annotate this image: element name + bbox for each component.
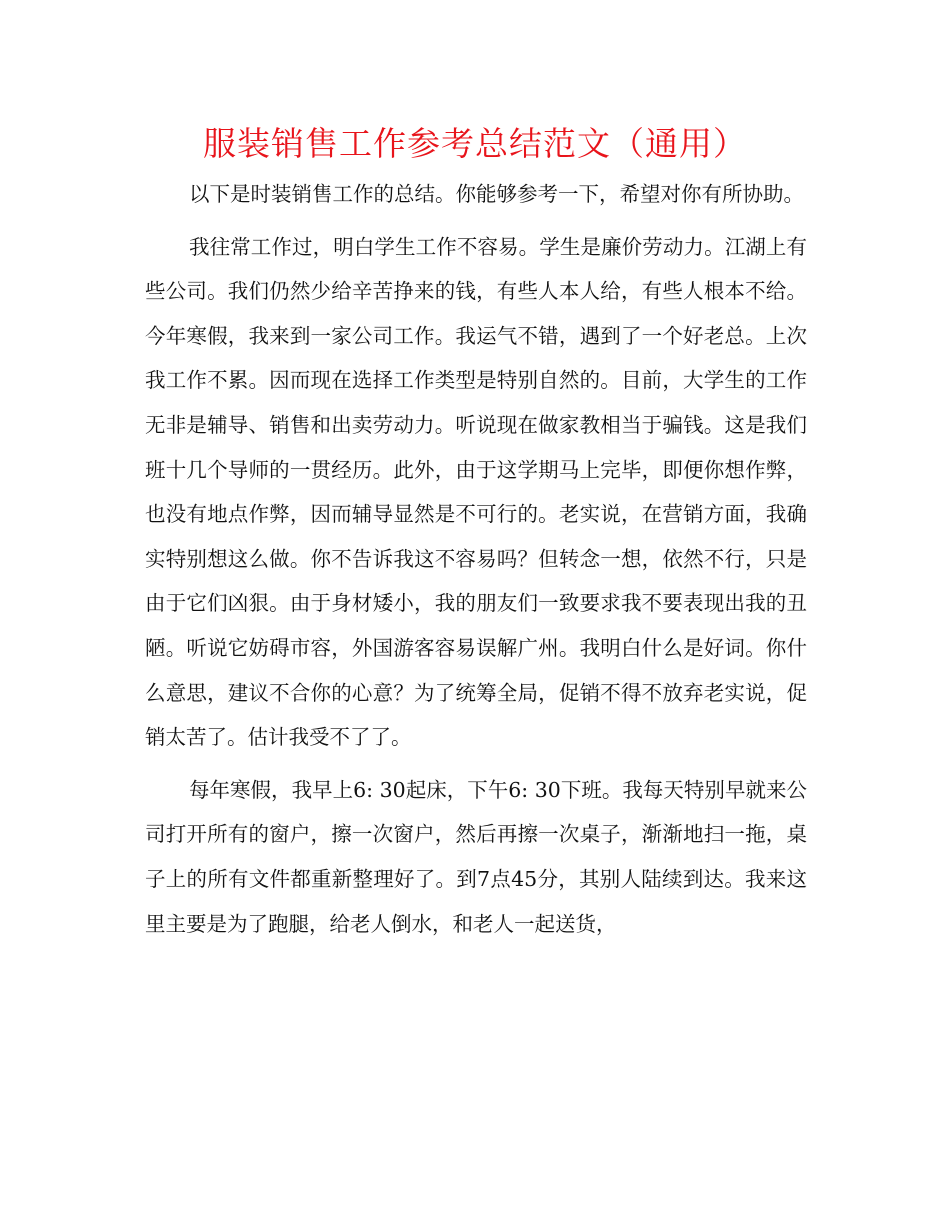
paragraph-experience: 我往常工作过，明白学生工作不容易。学生是廉价劳动力。江湖上有些公司。我们仍然少给辛苦挣来的钱，有些人本人给，有些人根本不给。今年寒假，我来到一家公司工作。我运气不错，遇到了一个好老总。上次我工作不累。因而现在选择工作类型是特别自然的。目前，大学生的工作无非是辅导、销售和出卖劳动力。听说现在做家教相当于骗钱。这是我们班十几个导师的一贯经历。此外，由于这学期马上完毕，即便你想作弊，也没有地点作弊，因而辅导显然是不可行的。老实说，在营销方面，我确实特别想这么做。你不告诉我这不容易吗？但转念一想，依然不行，只是由于它们凶狠。由于身材矮小，我的朋友们一致要求我不要表现出我的丑陋。听说它妨碍市容，外国游客容易误解广州。我明白什么是好词。你什么意思，建议不合你的心意？为了统筹全局，促销不得不放弃老实说，促销太苦了。估计我受不了了。 (145, 234, 807, 750)
paragraph-intro: 以下是时装销售工作的总结。你能够参考一下，希望对你有所协助。 (189, 182, 804, 206)
document-title: 服装销售工作参考总结范文（通用） (203, 124, 747, 163)
paragraph-daily-routine: 每年寒假，我早上6: 30起床，下午6: 30下班。我每天特别早就来公司打开所有的窗户，擦一次窗户，然后再擦一次桌子，渐渐地扫一拖，桌子上的所有文件都重新整理好了。到7点45分，其别人陆续到达。我来这里主要是为了跑腿，给老人倒水，和老人一起送货， (145, 777, 807, 936)
document-body (145, 172, 807, 946)
